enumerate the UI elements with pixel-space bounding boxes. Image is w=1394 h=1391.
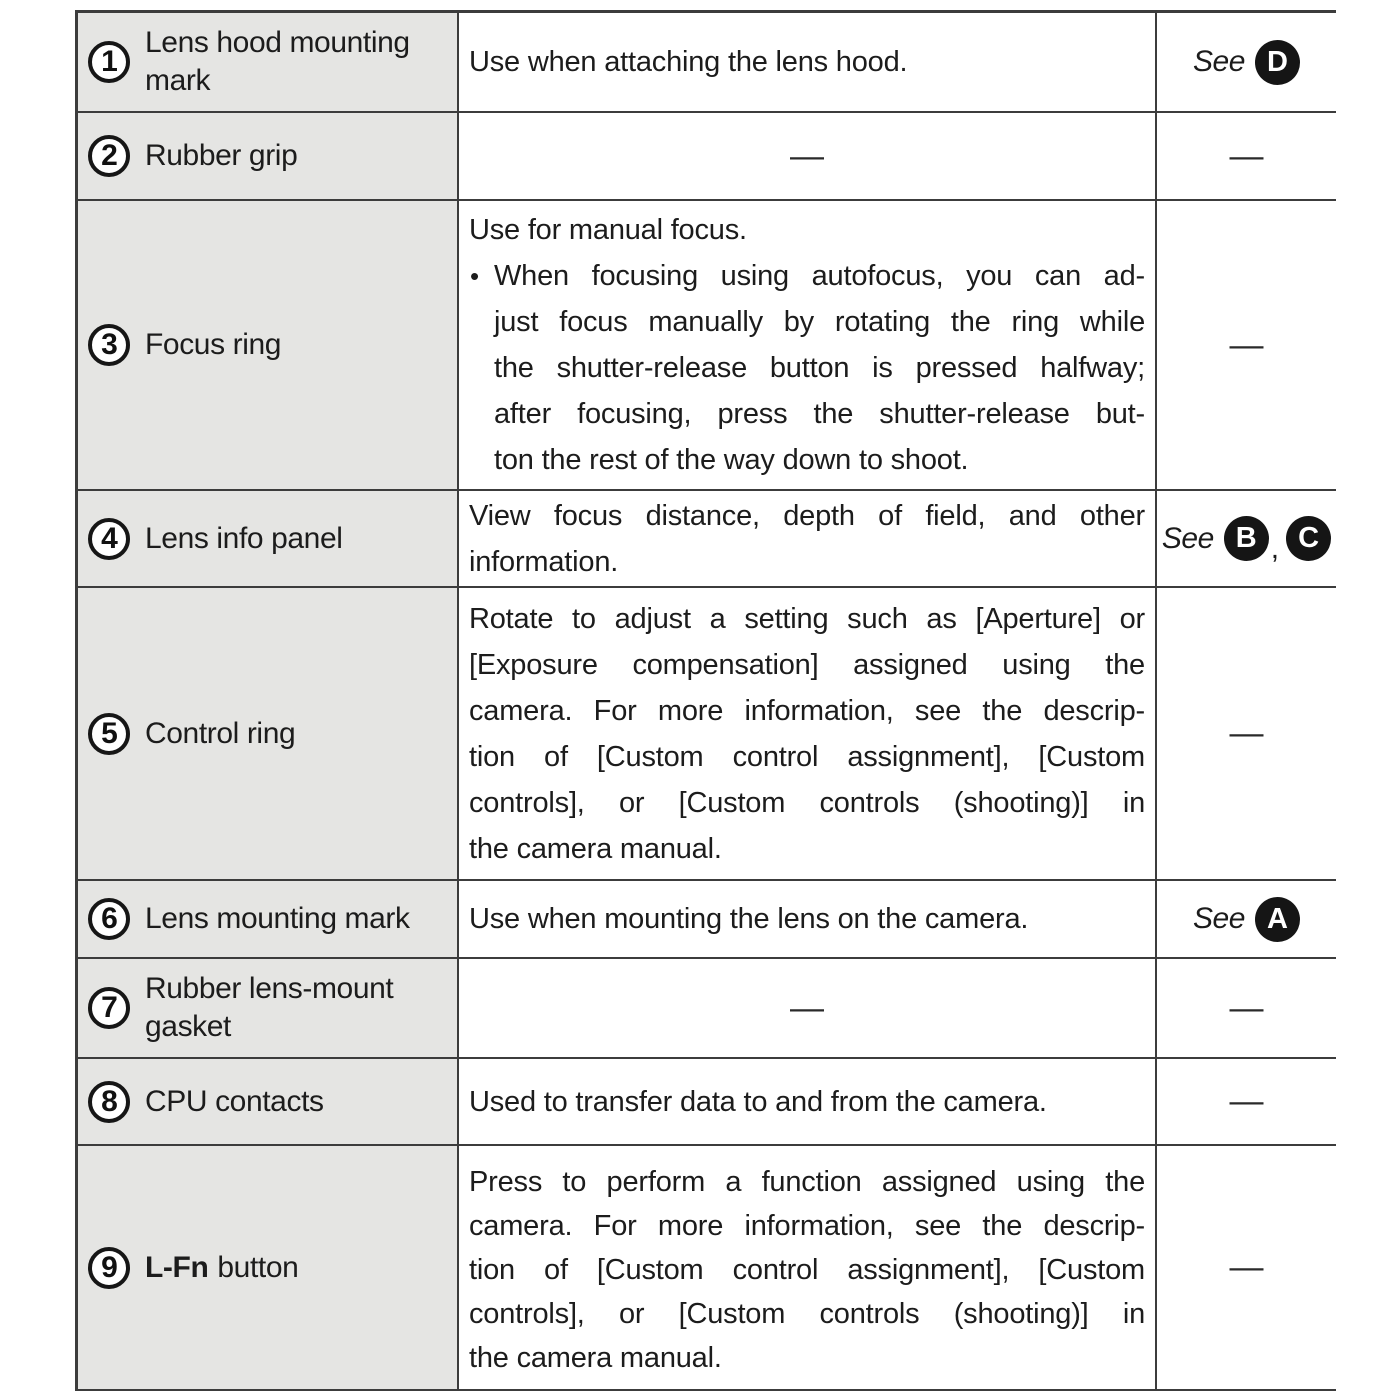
item-number-badge: 3 xyxy=(88,324,130,366)
part-description-cell xyxy=(459,13,1157,113)
ref-separator: , xyxy=(1270,531,1280,565)
see-label: See xyxy=(1193,45,1245,78)
description-line: Rotate to adjust a setting such as [Aperture] or xyxy=(469,602,1145,635)
item-number-badge: 8 xyxy=(88,1081,130,1123)
part-name-bold: L-Fn xyxy=(145,1250,209,1284)
em-dash: — xyxy=(1229,714,1264,752)
description-line: Press to perform a function assigned using the xyxy=(469,1166,1145,1198)
part-name-cell xyxy=(78,201,459,491)
description-line: controls], or [Custom controls (shooting)] in xyxy=(469,1298,1145,1330)
part-name-label: CPU contacts xyxy=(145,1084,324,1118)
description-line: camera. For more information, see the descrip- xyxy=(469,1210,1145,1242)
part-name-label: Lens mounting mark xyxy=(145,902,410,935)
part-name-label xyxy=(145,1249,298,1287)
ref-a-icon: A xyxy=(1255,897,1300,942)
part-name-label: Focus ring xyxy=(145,328,282,361)
part-name-label: Control ring xyxy=(145,716,296,750)
part-description-cell xyxy=(459,113,1157,201)
description-line: the camera manual. xyxy=(469,832,722,865)
part-name-label: Lens info panel xyxy=(145,521,343,555)
see-reference-cell xyxy=(1157,588,1336,881)
em-dash: — xyxy=(1229,1248,1264,1286)
see-reference-cell xyxy=(1157,201,1336,491)
em-dash: — xyxy=(1229,1082,1264,1120)
description-line: Use when attaching the lens hood. xyxy=(469,46,908,78)
part-name-cell xyxy=(78,13,459,113)
description-line: camera. For more information, see the descrip- xyxy=(469,694,1145,727)
part-name-label: Rubber grip xyxy=(145,139,298,172)
see-reference-cell xyxy=(1157,959,1336,1059)
see-reference-cell xyxy=(1157,491,1336,588)
description-line: [Exposure compensation] assigned using the xyxy=(469,648,1145,681)
description-line: the shutter-release button is pressed halfway; xyxy=(494,352,1145,384)
description-line: View focus distance, depth of field, and other xyxy=(469,499,1145,532)
description-line: the camera manual. xyxy=(469,1342,722,1374)
part-name-label: Lens hood mounting mark xyxy=(145,26,410,97)
em-dash: — xyxy=(790,136,824,175)
bullet-text: When focusing using autofocus, you can ad- xyxy=(494,260,1145,292)
item-number-badge: 1 xyxy=(88,41,130,83)
description-line: controls], or [Custom controls (shooting)] in xyxy=(469,786,1145,819)
part-description-cell xyxy=(459,588,1157,881)
part-description-cell xyxy=(459,1059,1157,1146)
ref-b-icon: B xyxy=(1224,516,1269,561)
description-line: Use when mounting the lens on the camera. xyxy=(469,903,1029,935)
part-name-cell xyxy=(78,959,459,1059)
ref-d-icon: D xyxy=(1255,40,1300,85)
see-reference-cell xyxy=(1157,1059,1336,1146)
part-name-cell xyxy=(78,1146,459,1391)
lens-parts-table xyxy=(75,10,1336,1391)
see-label: See xyxy=(1161,521,1214,555)
item-number-badge: 7 xyxy=(88,987,130,1029)
item-number-badge: 9 xyxy=(88,1247,130,1289)
see-label: See xyxy=(1193,902,1245,935)
item-number-badge: 4 xyxy=(88,518,130,560)
part-name-cell xyxy=(78,588,459,881)
see-reference-cell xyxy=(1157,881,1336,959)
em-dash: — xyxy=(1229,325,1264,364)
em-dash: — xyxy=(790,988,824,1027)
description-line xyxy=(469,253,1145,299)
part-name-cell xyxy=(78,113,459,201)
bullet-icon: • xyxy=(470,261,479,291)
part-description-cell xyxy=(459,959,1157,1059)
description-line: information. xyxy=(469,545,619,578)
part-description-cell xyxy=(459,1146,1157,1391)
item-number-badge: 5 xyxy=(88,713,130,755)
item-number-badge: 2 xyxy=(88,135,130,177)
em-dash: — xyxy=(1229,988,1264,1027)
part-name-rest: button xyxy=(217,1250,299,1284)
ref-c-icon: C xyxy=(1286,516,1331,561)
description-line: just focus manually by rotating the ring while xyxy=(494,306,1145,338)
part-description-cell xyxy=(459,491,1157,588)
description-line: Used to transfer data to and from the camera. xyxy=(469,1085,1047,1118)
description-line: ton the rest of the way down to shoot. xyxy=(494,444,969,476)
part-name-cell xyxy=(78,1059,459,1146)
part-description-cell xyxy=(459,201,1157,491)
item-number-badge: 6 xyxy=(88,898,130,940)
description-line: tion of [Custom control assignment], [Custom xyxy=(469,1254,1145,1286)
see-reference-cell xyxy=(1157,13,1336,113)
part-name-cell xyxy=(78,491,459,588)
part-description-cell xyxy=(459,881,1157,959)
see-reference-cell xyxy=(1157,1146,1336,1391)
part-name-cell xyxy=(78,881,459,959)
description-line: after focusing, press the shutter-release but- xyxy=(494,398,1145,430)
description-line: Use for manual focus. xyxy=(469,214,747,246)
part-name-label: Rubber lens-mount gasket xyxy=(145,972,394,1043)
see-reference-cell xyxy=(1157,113,1336,201)
em-dash: — xyxy=(1229,136,1264,175)
description-line: tion of [Custom control assignment], [Custom xyxy=(469,740,1145,773)
